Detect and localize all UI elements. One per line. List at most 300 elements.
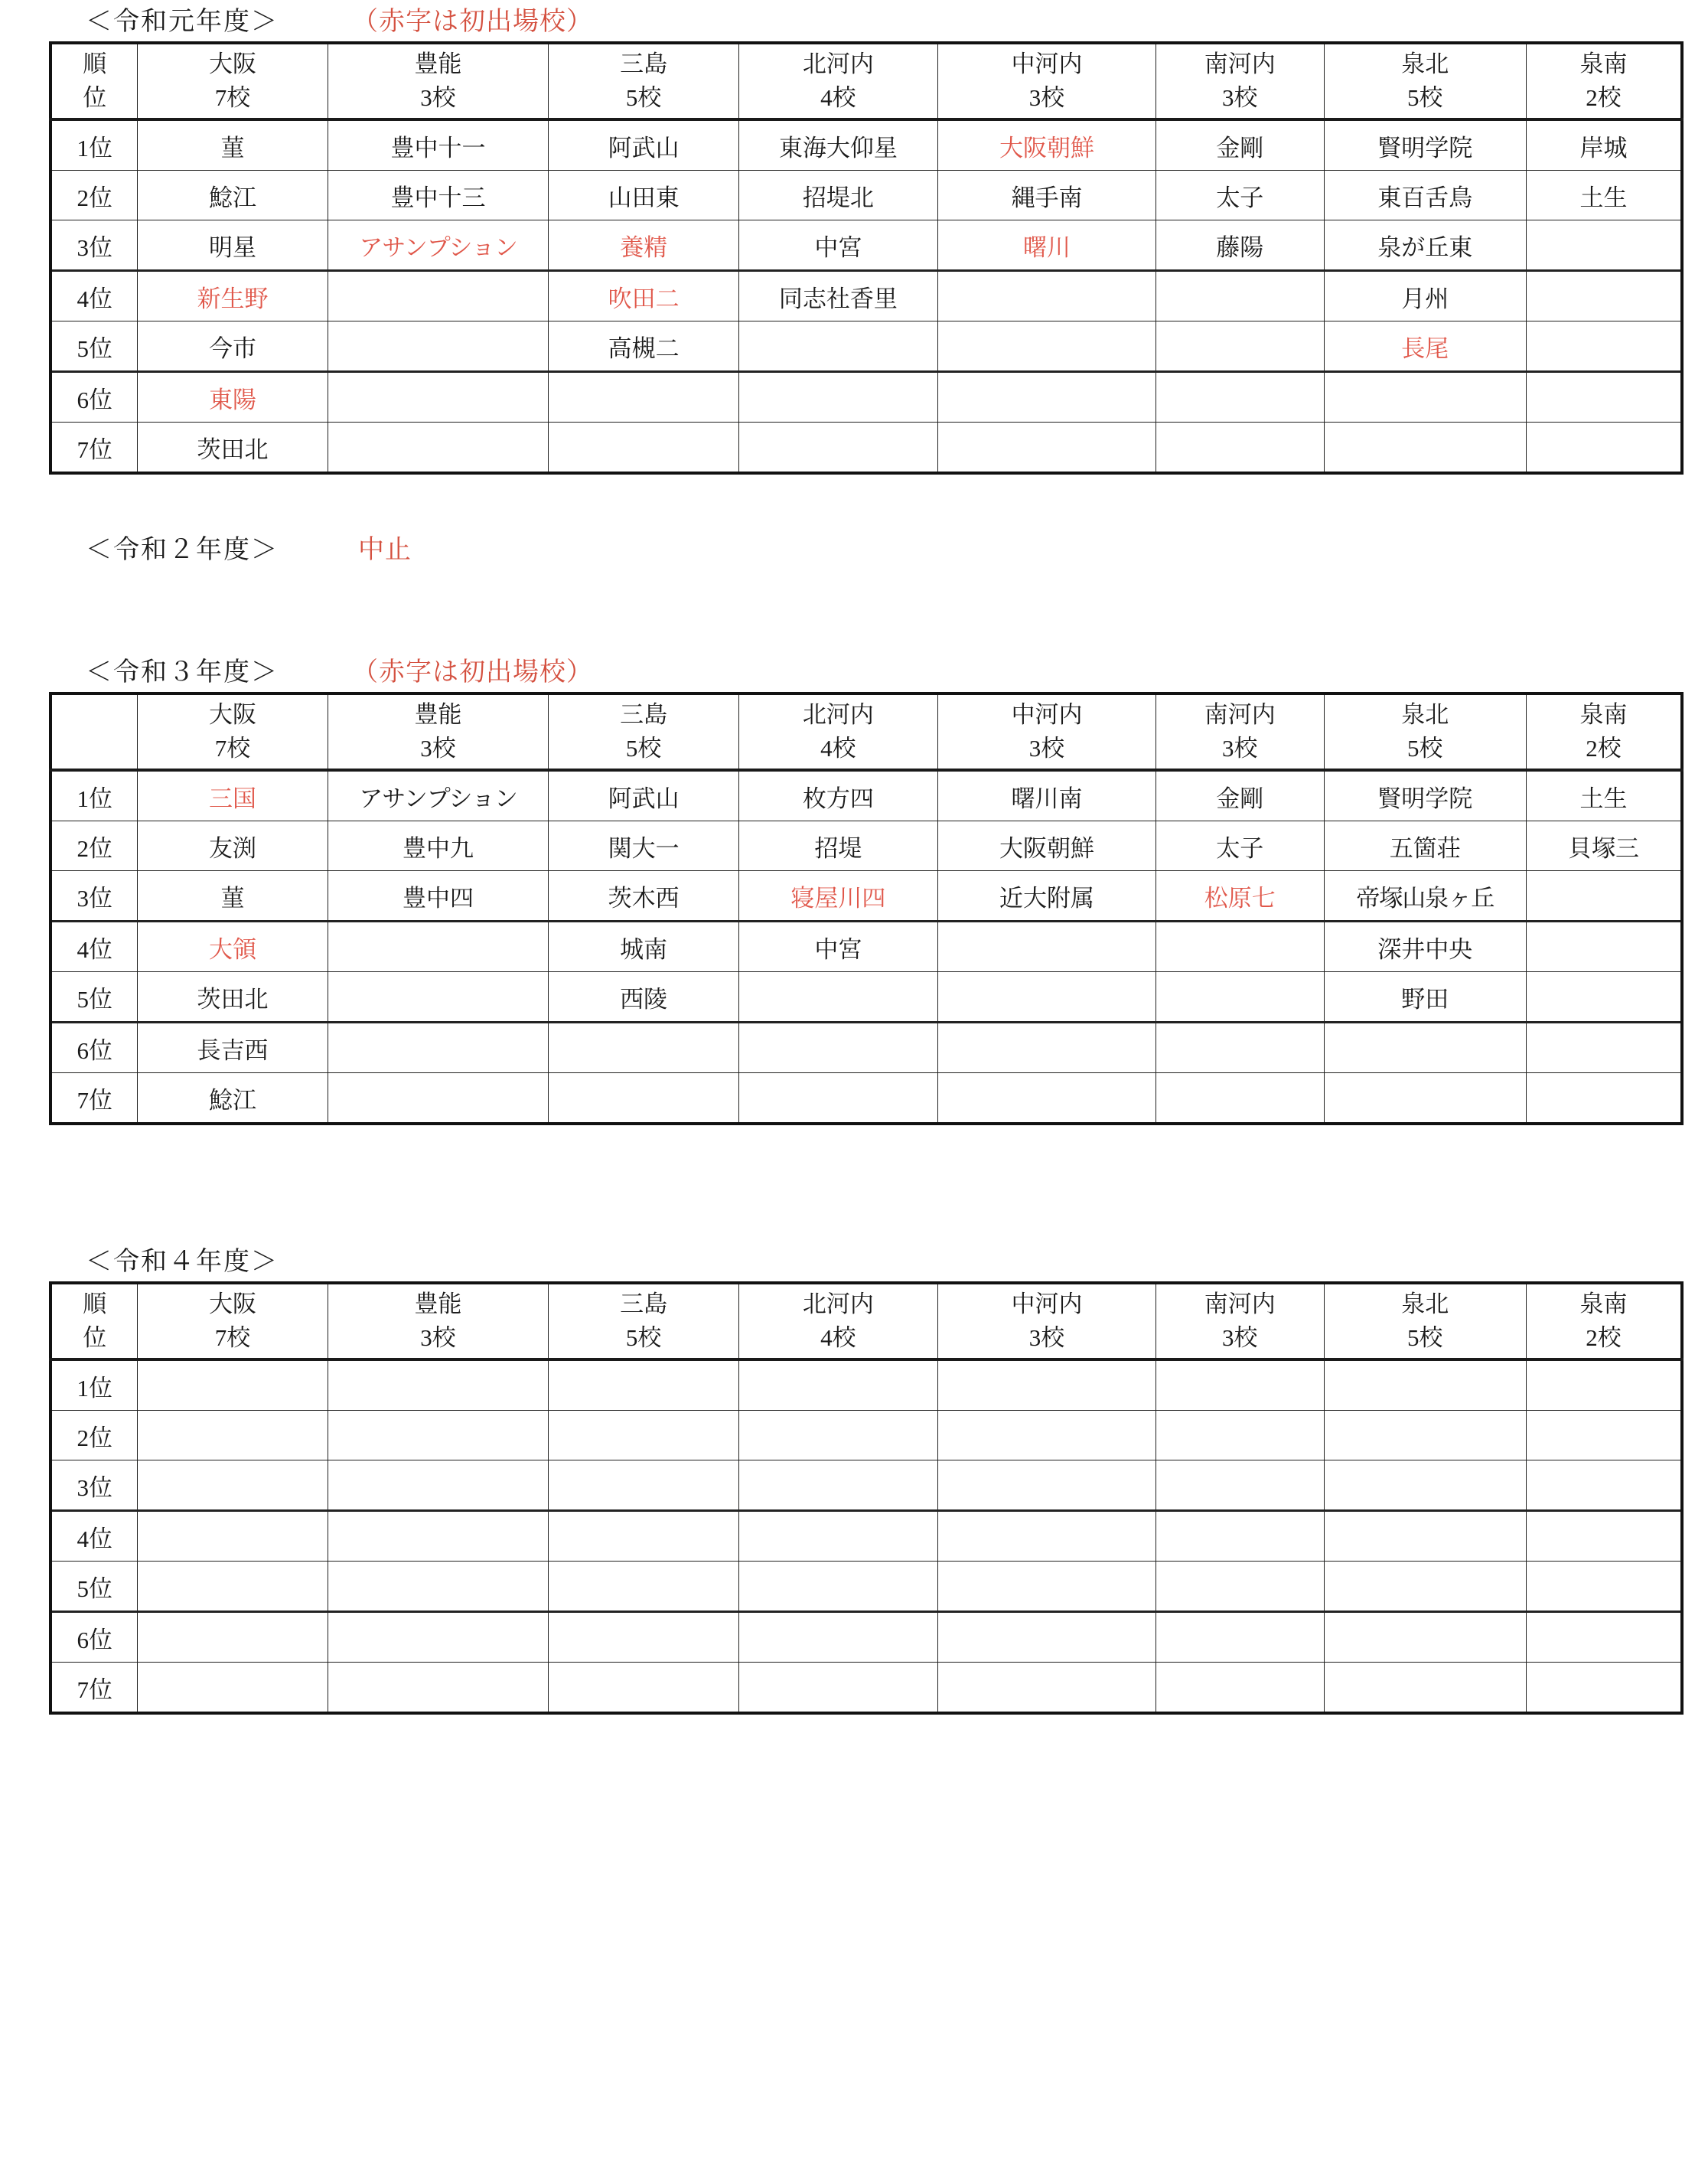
school-cell-tonou[interactable] <box>328 1612 549 1663</box>
school-cell-minami[interactable] <box>1156 1073 1324 1124</box>
school-cell-sennan[interactable]: 貝塚三 <box>1527 821 1682 871</box>
table-row <box>51 1612 1682 1663</box>
school-cell-minami[interactable] <box>1156 271 1324 321</box>
rank-label: 4位 <box>51 271 138 321</box>
column-header-district: 泉南 <box>1579 701 1628 728</box>
school-cell-minami[interactable] <box>1156 1411 1324 1460</box>
column-header-sennan <box>1527 43 1682 119</box>
rank-label: 1位 <box>51 770 138 821</box>
rank-label: 5位 <box>51 1562 138 1612</box>
school-cell-sennan[interactable] <box>1527 372 1682 423</box>
school-cell-naka[interactable] <box>938 1359 1156 1411</box>
column-header-senboku <box>1324 693 1526 770</box>
school-cell-osaka[interactable]: 東陽 <box>138 372 328 423</box>
school-cell-minami[interactable] <box>1156 972 1324 1023</box>
table-row <box>51 1411 1682 1460</box>
school-cell-kita[interactable] <box>738 1073 937 1124</box>
school-cell-tonou[interactable] <box>328 372 549 423</box>
column-header-naka <box>938 43 1156 119</box>
table-row <box>51 372 1682 423</box>
section-heading-reiwa2 <box>31 528 1677 571</box>
school-cell-osaka[interactable]: 茨田北 <box>138 423 328 474</box>
school-cell-naka[interactable] <box>938 271 1156 321</box>
school-cell-sennan[interactable] <box>1527 1359 1682 1411</box>
school-cell-mishima[interactable] <box>549 1612 738 1663</box>
school-cell-osaka[interactable] <box>138 1562 328 1612</box>
school-cell-sennan[interactable] <box>1527 1612 1682 1663</box>
rank-label: 7位 <box>51 1073 138 1124</box>
school-cell-kita[interactable] <box>738 1663 937 1714</box>
column-header-count: 3校 <box>1221 1324 1258 1351</box>
school-cell-tonou[interactable]: アサンプション <box>328 770 549 821</box>
table-body <box>51 43 1682 473</box>
school-cell-minami[interactable]: 太子 <box>1156 171 1324 220</box>
school-cell-sennan[interactable] <box>1527 220 1682 271</box>
school-cell-tonou[interactable] <box>328 922 549 972</box>
school-cell-sennan[interactable] <box>1527 1460 1682 1511</box>
school-cell-tonou[interactable] <box>328 1359 549 1411</box>
column-header-district: 南河内 <box>1204 51 1276 77</box>
rank-label: 3位 <box>51 1460 138 1511</box>
rank-label: 1位 <box>51 119 138 171</box>
school-cell-minami[interactable]: 藤陽 <box>1156 220 1324 271</box>
column-header-count: 5校 <box>1407 84 1443 111</box>
school-cell-senboku[interactable] <box>1324 1562 1526 1612</box>
school-cell-naka[interactable]: 近大附属 <box>938 871 1156 922</box>
school-cell-kita[interactable] <box>738 1511 937 1562</box>
school-cell-tonou[interactable] <box>328 1023 549 1073</box>
school-cell-tonou[interactable] <box>328 1562 549 1612</box>
school-cell-senboku[interactable]: 東百舌鳥 <box>1324 171 1526 220</box>
school-cell-senboku[interactable] <box>1324 1411 1526 1460</box>
school-cell-sennan[interactable] <box>1527 423 1682 474</box>
section-title: ＜令和元年度＞ <box>86 8 279 36</box>
school-cell-senboku[interactable] <box>1324 1511 1526 1562</box>
cancelled-status: 中止 <box>358 536 412 564</box>
column-header-osaka <box>138 43 328 119</box>
rank-label: 7位 <box>51 423 138 474</box>
column-header-district: 中河内 <box>1011 51 1083 77</box>
column-header-minami <box>1156 693 1324 770</box>
rank-label: 3位 <box>51 871 138 922</box>
school-cell-senboku[interactable] <box>1324 423 1526 474</box>
school-cell-sennan[interactable] <box>1527 871 1682 922</box>
school-cell-kita[interactable] <box>738 321 937 372</box>
table-reiwa3 <box>49 692 1684 1125</box>
section-note-red: （赤字は初出場校） <box>352 658 593 687</box>
school-cell-kita[interactable]: 枚方四 <box>738 770 937 821</box>
column-header-district: 泉北 <box>1401 701 1449 728</box>
school-cell-minami[interactable] <box>1156 1511 1324 1562</box>
school-cell-minami[interactable] <box>1156 1023 1324 1073</box>
school-cell-mishima[interactable] <box>549 1023 738 1073</box>
school-cell-naka[interactable] <box>938 1073 1156 1124</box>
rank-label: 5位 <box>51 972 138 1023</box>
column-header-rank <box>51 693 138 770</box>
school-cell-mishima[interactable]: 吹田二 <box>549 271 738 321</box>
school-cell-tonou[interactable] <box>328 1073 549 1124</box>
column-header-rank <box>51 1283 138 1359</box>
table-header-row <box>51 693 1682 770</box>
column-header-district: 三島 <box>620 51 668 77</box>
column-header-count: 5校 <box>1407 1324 1443 1351</box>
school-cell-kita[interactable] <box>738 1562 937 1612</box>
table-row <box>51 1562 1682 1612</box>
column-header-district: 大阪 <box>209 701 257 728</box>
school-cell-mishima[interactable] <box>549 1562 738 1612</box>
school-cell-tonou[interactable] <box>328 1411 549 1460</box>
school-cell-senboku[interactable]: 深井中央 <box>1324 922 1526 972</box>
school-cell-senboku[interactable] <box>1324 1023 1526 1073</box>
column-header-district: 三島 <box>620 1291 668 1317</box>
school-cell-tonou[interactable]: 豊中十三 <box>328 171 549 220</box>
school-cell-minami[interactable]: 太子 <box>1156 821 1324 871</box>
school-cell-minami[interactable]: 金剛 <box>1156 119 1324 171</box>
column-header-district: 豊能 <box>414 701 462 728</box>
column-header-count: 2校 <box>1586 1324 1622 1351</box>
school-cell-tonou[interactable] <box>328 1511 549 1562</box>
school-cell-mishima[interactable]: 城南 <box>549 922 738 972</box>
school-cell-sennan[interactable] <box>1527 1411 1682 1460</box>
school-cell-naka[interactable] <box>938 1023 1156 1073</box>
school-cell-kita[interactable] <box>738 372 937 423</box>
column-header-district: 中河内 <box>1011 1291 1083 1317</box>
section-heading-reiwa4 <box>31 1240 1677 1281</box>
school-cell-senboku[interactable] <box>1324 1460 1526 1511</box>
school-cell-osaka[interactable] <box>138 1612 328 1663</box>
school-cell-kita[interactable]: 寝屋川四 <box>738 871 937 922</box>
school-cell-kita[interactable]: 招堤北 <box>738 171 937 220</box>
column-header-count: 4校 <box>820 1324 856 1351</box>
rank-label: 7位 <box>51 1663 138 1714</box>
school-cell-sennan[interactable]: 土生 <box>1527 770 1682 821</box>
school-cell-mishima[interactable] <box>549 423 738 474</box>
table-row <box>51 423 1682 474</box>
school-cell-mishima[interactable]: 山田東 <box>549 171 738 220</box>
column-header-senboku <box>1324 43 1526 119</box>
school-cell-sennan[interactable] <box>1527 1562 1682 1612</box>
rank-label: 2位 <box>51 821 138 871</box>
column-header-count: 5校 <box>625 1324 662 1351</box>
table-body <box>51 1283 1682 1713</box>
school-cell-kita[interactable] <box>738 972 937 1023</box>
column-header-count: 5校 <box>625 84 662 111</box>
column-header-mishima <box>549 693 738 770</box>
column-header-district: 北河内 <box>802 1291 874 1317</box>
school-cell-kita[interactable] <box>738 1460 937 1511</box>
column-header-count: 7校 <box>214 84 251 111</box>
column-header-line1: 順 <box>83 1291 107 1317</box>
school-cell-tonou[interactable]: アサンプション <box>328 220 549 271</box>
rank-label: 3位 <box>51 220 138 271</box>
column-header-mishima <box>549 43 738 119</box>
school-cell-senboku[interactable]: 野田 <box>1324 972 1526 1023</box>
school-cell-kita[interactable] <box>738 423 937 474</box>
school-cell-osaka[interactable] <box>138 1411 328 1460</box>
section-heading-reiwa1 <box>31 0 1677 41</box>
column-header-count: 3校 <box>1221 735 1258 762</box>
school-cell-sennan[interactable] <box>1527 1023 1682 1073</box>
table-row <box>51 1663 1682 1714</box>
table-row <box>51 770 1682 821</box>
school-cell-mishima[interactable]: 阿武山 <box>549 119 738 171</box>
school-cell-kita[interactable]: 中宮 <box>738 220 937 271</box>
table-row <box>51 1073 1682 1124</box>
school-cell-osaka[interactable] <box>138 1511 328 1562</box>
rank-label: 6位 <box>51 372 138 423</box>
column-header-district: 泉北 <box>1401 51 1449 77</box>
school-cell-tonou[interactable] <box>328 1460 549 1511</box>
table-header-row <box>51 43 1682 119</box>
school-cell-mishima[interactable] <box>549 1411 738 1460</box>
table-header-row <box>51 1283 1682 1359</box>
school-cell-naka[interactable] <box>938 1460 1156 1511</box>
school-cell-osaka[interactable]: 菫 <box>138 871 328 922</box>
column-header-count: 2校 <box>1586 84 1622 111</box>
school-cell-mishima[interactable]: 阿武山 <box>549 770 738 821</box>
column-header-minami <box>1156 43 1324 119</box>
rank-label: 2位 <box>51 171 138 220</box>
table-reiwa1 <box>49 41 1684 475</box>
school-cell-senboku[interactable] <box>1324 1612 1526 1663</box>
table-row <box>51 1359 1682 1411</box>
column-header-count: 3校 <box>420 84 456 111</box>
school-cell-senboku[interactable] <box>1324 1359 1526 1411</box>
column-header-count: 5校 <box>1407 735 1443 762</box>
column-header-tonou <box>328 693 549 770</box>
column-header-mishima <box>549 1283 738 1359</box>
column-header-count: 4校 <box>820 84 856 111</box>
section-title: ＜令和３年度＞ <box>86 658 279 687</box>
school-cell-osaka[interactable]: 鯰江 <box>138 171 328 220</box>
column-header-count: 2校 <box>1586 735 1622 762</box>
table-reiwa4 <box>49 1281 1684 1715</box>
rank-label: 6位 <box>51 1023 138 1073</box>
school-cell-sennan[interactable] <box>1527 1663 1682 1714</box>
column-header-senboku <box>1324 1283 1526 1359</box>
column-header-count: 3校 <box>1028 84 1065 111</box>
column-header-tonou <box>328 43 549 119</box>
school-cell-osaka[interactable]: 菫 <box>138 119 328 171</box>
column-header-rank <box>51 43 138 119</box>
column-header-count: 3校 <box>1221 84 1258 111</box>
table-row <box>51 871 1682 922</box>
school-cell-mishima[interactable] <box>549 1073 738 1124</box>
school-cell-minami[interactable] <box>1156 423 1324 474</box>
school-cell-kita[interactable] <box>738 1411 937 1460</box>
school-cell-naka[interactable] <box>938 423 1156 474</box>
section-title: ＜令和２年度＞ <box>86 536 279 564</box>
school-cell-senboku[interactable] <box>1324 1073 1526 1124</box>
school-cell-sennan[interactable] <box>1527 972 1682 1023</box>
school-cell-mishima[interactable]: 高槻二 <box>549 321 738 372</box>
table-row <box>51 171 1682 220</box>
school-cell-osaka[interactable] <box>138 1460 328 1511</box>
column-header-count: 7校 <box>214 1324 251 1351</box>
school-cell-sennan[interactable] <box>1527 271 1682 321</box>
section-note-red: （赤字は初出場校） <box>352 8 593 36</box>
school-cell-naka[interactable] <box>938 1612 1156 1663</box>
school-cell-minami[interactable] <box>1156 1460 1324 1511</box>
school-cell-kita[interactable]: 中宮 <box>738 922 937 972</box>
school-cell-sennan[interactable] <box>1527 1073 1682 1124</box>
school-cell-minami[interactable]: 金剛 <box>1156 770 1324 821</box>
school-cell-minami[interactable] <box>1156 922 1324 972</box>
school-cell-naka[interactable]: 大阪朝鮮 <box>938 119 1156 171</box>
column-header-district: 大阪 <box>209 51 257 77</box>
school-cell-mishima[interactable] <box>549 1511 738 1562</box>
school-cell-naka[interactable]: 大阪朝鮮 <box>938 821 1156 871</box>
school-cell-kita[interactable] <box>738 1612 937 1663</box>
column-header-district: 北河内 <box>802 51 874 77</box>
table-row <box>51 972 1682 1023</box>
school-cell-senboku[interactable]: 賢明学院 <box>1324 119 1526 171</box>
school-cell-naka[interactable] <box>938 1511 1156 1562</box>
school-cell-naka[interactable] <box>938 321 1156 372</box>
school-cell-senboku[interactable]: 月州 <box>1324 271 1526 321</box>
table-row <box>51 321 1682 372</box>
school-cell-kita[interactable]: 東海大仰星 <box>738 119 937 171</box>
school-cell-mishima[interactable] <box>549 1460 738 1511</box>
school-cell-minami[interactable] <box>1156 1612 1324 1663</box>
rank-label: 4位 <box>51 922 138 972</box>
school-cell-senboku[interactable]: 帝塚山泉ヶ丘 <box>1324 871 1526 922</box>
school-cell-osaka[interactable]: 茨田北 <box>138 972 328 1023</box>
school-cell-senboku[interactable]: 賢明学院 <box>1324 770 1526 821</box>
school-cell-minami[interactable]: 松原七 <box>1156 871 1324 922</box>
school-cell-naka[interactable] <box>938 1562 1156 1612</box>
school-cell-naka[interactable]: 曙川南 <box>938 770 1156 821</box>
school-cell-osaka[interactable]: 友渕 <box>138 821 328 871</box>
table-row <box>51 271 1682 321</box>
school-cell-minami[interactable] <box>1156 321 1324 372</box>
school-cell-naka[interactable] <box>938 922 1156 972</box>
rank-label: 5位 <box>51 321 138 372</box>
school-cell-tonou[interactable] <box>328 321 549 372</box>
school-cell-minami[interactable] <box>1156 1359 1324 1411</box>
school-cell-senboku[interactable]: 長尾 <box>1324 321 1526 372</box>
column-header-line1: 順 <box>83 51 107 77</box>
school-cell-sennan[interactable]: 岸城 <box>1527 119 1682 171</box>
column-header-district: 泉南 <box>1579 51 1628 77</box>
school-cell-tonou[interactable]: 豊中九 <box>328 821 549 871</box>
table-row <box>51 119 1682 171</box>
section-title: ＜令和４年度＞ <box>86 1248 279 1276</box>
column-header-sennan <box>1527 1283 1682 1359</box>
school-cell-osaka[interactable]: 大領 <box>138 922 328 972</box>
column-header-district: 北河内 <box>802 701 874 728</box>
school-cell-senboku[interactable]: 泉が丘東 <box>1324 220 1526 271</box>
column-header-minami <box>1156 1283 1324 1359</box>
school-cell-kita[interactable]: 招堤 <box>738 821 937 871</box>
school-cell-sennan[interactable] <box>1527 321 1682 372</box>
school-cell-tonou[interactable] <box>328 271 549 321</box>
rank-label: 4位 <box>51 1511 138 1562</box>
school-cell-osaka[interactable]: 三国 <box>138 770 328 821</box>
school-cell-osaka[interactable]: 長吉西 <box>138 1023 328 1073</box>
school-cell-naka[interactable] <box>938 1663 1156 1714</box>
school-cell-mishima[interactable]: 茨木西 <box>549 871 738 922</box>
school-cell-tonou[interactable] <box>328 972 549 1023</box>
school-cell-osaka[interactable]: 今市 <box>138 321 328 372</box>
school-cell-minami[interactable] <box>1156 1663 1324 1714</box>
column-header-district: 三島 <box>620 701 668 728</box>
school-cell-mishima[interactable] <box>549 372 738 423</box>
column-header-naka <box>938 693 1156 770</box>
column-header-count: 3校 <box>1028 1324 1065 1351</box>
column-header-kita <box>738 1283 937 1359</box>
school-cell-minami[interactable] <box>1156 372 1324 423</box>
column-header-naka <box>938 1283 1156 1359</box>
school-cell-senboku[interactable] <box>1324 1663 1526 1714</box>
school-cell-naka[interactable] <box>938 972 1156 1023</box>
school-cell-naka[interactable]: 縄手南 <box>938 171 1156 220</box>
rank-label: 2位 <box>51 1411 138 1460</box>
column-header-district: 泉北 <box>1401 1291 1449 1317</box>
school-cell-naka[interactable] <box>938 1411 1156 1460</box>
column-header-district: 大阪 <box>209 1291 257 1317</box>
school-cell-mishima[interactable] <box>549 1359 738 1411</box>
school-cell-tonou[interactable]: 豊中十一 <box>328 119 549 171</box>
table-row <box>51 220 1682 271</box>
column-header-count: 5校 <box>625 735 662 762</box>
school-cell-mishima[interactable]: 養精 <box>549 220 738 271</box>
school-cell-osaka[interactable] <box>138 1663 328 1714</box>
column-header-osaka <box>138 1283 328 1359</box>
school-cell-naka[interactable]: 曙川 <box>938 220 1156 271</box>
school-cell-osaka[interactable]: 鯰江 <box>138 1073 328 1124</box>
table-row <box>51 922 1682 972</box>
column-header-district: 南河内 <box>1204 701 1276 728</box>
school-cell-sennan[interactable] <box>1527 922 1682 972</box>
column-header-line2: 位 <box>83 1324 107 1351</box>
school-cell-tonou[interactable] <box>328 423 549 474</box>
spacer <box>31 475 1677 528</box>
school-cell-senboku[interactable]: 五箇荘 <box>1324 821 1526 871</box>
school-cell-mishima[interactable]: 関大一 <box>549 821 738 871</box>
column-header-count: 3校 <box>1028 735 1065 762</box>
school-cell-tonou[interactable] <box>328 1663 549 1714</box>
spacer <box>31 571 1677 651</box>
table-row <box>51 1460 1682 1511</box>
school-cell-mishima[interactable]: 西陵 <box>549 972 738 1023</box>
school-cell-senboku[interactable] <box>1324 372 1526 423</box>
column-header-district: 南河内 <box>1204 1291 1276 1317</box>
school-cell-kita[interactable] <box>738 1023 937 1073</box>
school-cell-osaka[interactable]: 新生野 <box>138 271 328 321</box>
school-cell-sennan[interactable]: 土生 <box>1527 171 1682 220</box>
table-row <box>51 821 1682 871</box>
column-header-count: 3校 <box>420 1324 456 1351</box>
school-cell-kita[interactable]: 同志社香里 <box>738 271 937 321</box>
column-header-sennan <box>1527 693 1682 770</box>
column-header-count: 3校 <box>420 735 456 762</box>
school-cell-osaka[interactable] <box>138 1359 328 1411</box>
school-cell-sennan[interactable] <box>1527 1511 1682 1562</box>
school-cell-minami[interactable] <box>1156 1562 1324 1612</box>
school-cell-naka[interactable] <box>938 372 1156 423</box>
school-cell-mishima[interactable] <box>549 1663 738 1714</box>
school-cell-kita[interactable] <box>738 1359 937 1411</box>
school-cell-osaka[interactable]: 明星 <box>138 220 328 271</box>
table-row <box>51 1023 1682 1073</box>
column-header-line2: 位 <box>83 84 107 111</box>
spacer <box>31 1125 1677 1240</box>
column-header-osaka <box>138 693 328 770</box>
school-cell-tonou[interactable]: 豊中四 <box>328 871 549 922</box>
column-header-district: 豊能 <box>414 1291 462 1317</box>
column-header-district: 泉南 <box>1579 1291 1628 1317</box>
